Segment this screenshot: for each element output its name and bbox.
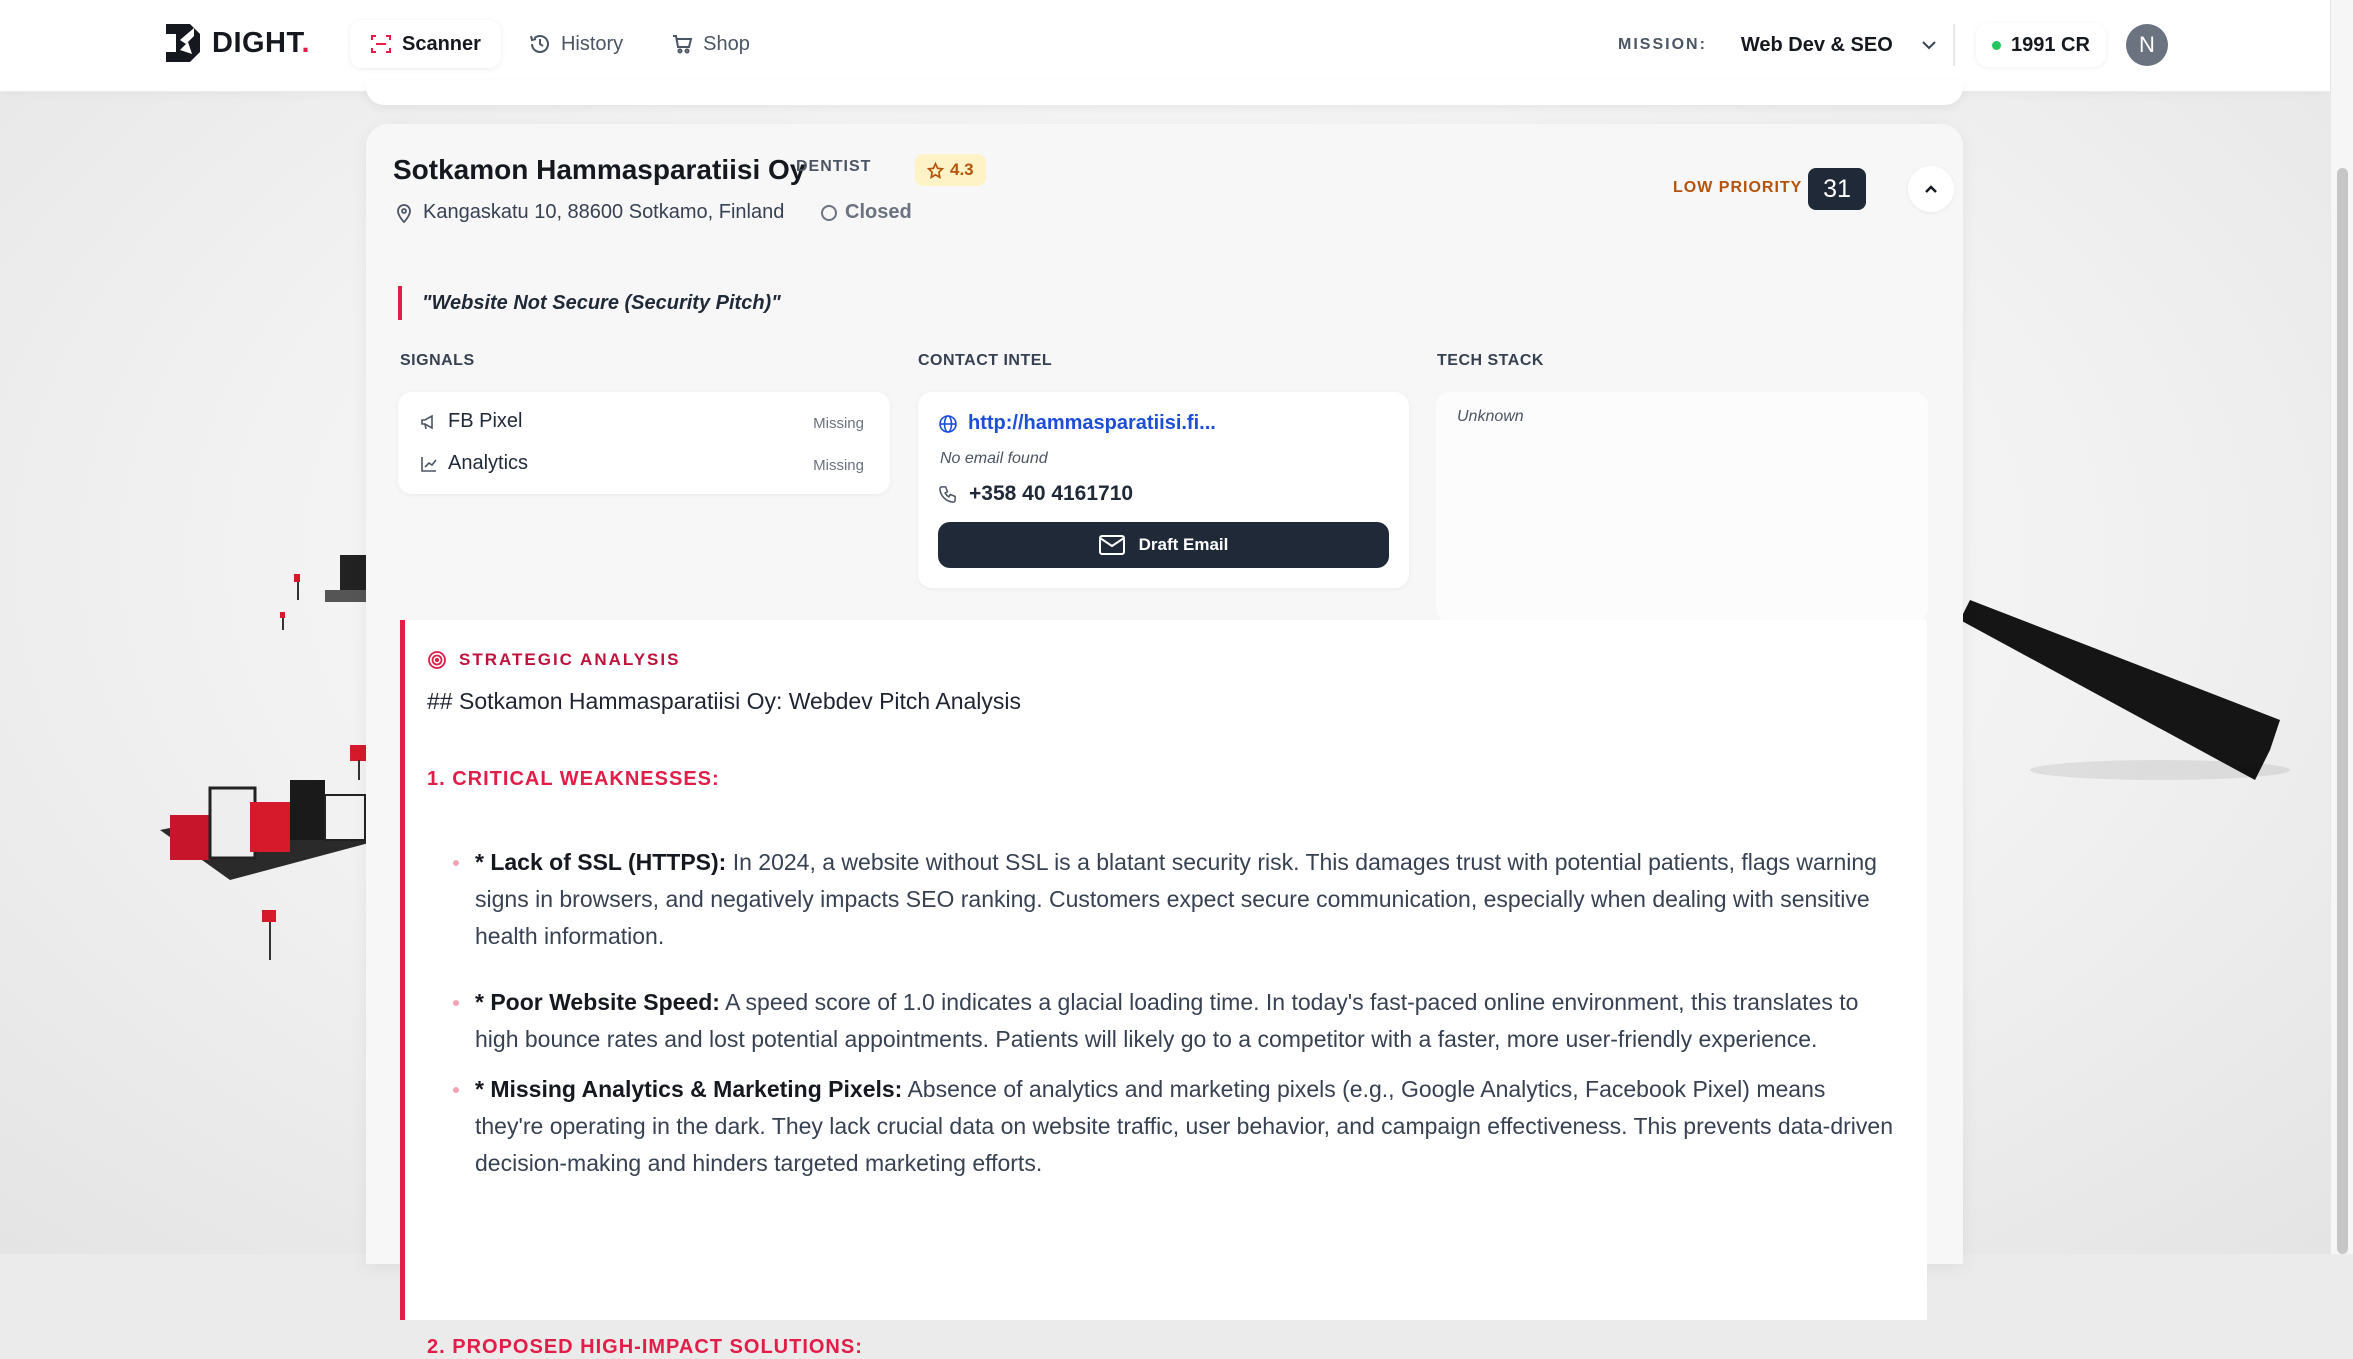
phone-icon [938, 485, 957, 504]
credits-badge[interactable] [1976, 23, 2106, 67]
draft-email-label: Draft Email [1138, 535, 1229, 554]
bullet-lead: * Lack of SSL (HTTPS): [475, 849, 727, 875]
analysis-title: STRATEGIC ANALYSIS [459, 650, 681, 669]
signal-analytics [420, 452, 528, 475]
list-item [453, 844, 1893, 955]
star-icon [927, 162, 944, 179]
tech-stack-title: TECH STACK [1437, 352, 1544, 369]
chart-icon [420, 455, 438, 473]
list-item [453, 984, 1893, 1058]
collapse-button[interactable] [1908, 166, 1954, 212]
signal-status: Missing [813, 415, 864, 432]
globe-icon [938, 414, 958, 434]
header-divider [1953, 24, 1955, 66]
draft-email-button[interactable] [938, 522, 1389, 568]
nav-scanner[interactable] [350, 20, 501, 68]
history-icon [529, 33, 551, 55]
pitch-quote: "Website Not Secure (Security Pitch)" [398, 286, 781, 320]
chevron-up-icon [1921, 179, 1941, 199]
phone-number[interactable] [938, 482, 1133, 506]
bullet-lead: * Missing Analytics & Marketing Pixels: [475, 1076, 903, 1102]
target-icon [427, 650, 447, 670]
credits-value: 1991 CR [2011, 33, 2090, 56]
strategic-analysis [400, 620, 1927, 1358]
bullet-icon [453, 860, 459, 866]
phone-text: +358 40 4161710 [969, 482, 1134, 505]
bullet-lead: * Poor Website Speed: [475, 989, 720, 1015]
megaphone-icon [420, 413, 438, 431]
logo[interactable] [166, 24, 310, 62]
lead-score: 31 [1808, 168, 1866, 210]
previous-lead-card [366, 80, 1963, 105]
cart-icon [671, 33, 693, 55]
email-status: No email found [940, 450, 1048, 467]
mission-selector [1618, 22, 1957, 68]
contact-panel [918, 392, 1409, 588]
rating-badge [915, 154, 986, 186]
chevron-down-icon [1919, 35, 1939, 55]
signal-status: Missing [813, 457, 864, 474]
main-nav [350, 20, 770, 68]
status-dot-icon [1992, 41, 2001, 50]
category-badge: DENTIST [796, 158, 872, 175]
bullet-icon [453, 1087, 459, 1093]
website-link[interactable] [938, 412, 1216, 435]
signal-label: Analytics [448, 452, 529, 474]
avatar[interactable]: N [2126, 24, 2168, 66]
tech-stack-value: Unknown [1457, 408, 1524, 425]
city-illustration [150, 540, 380, 970]
address-text: Kangaskatu 10, 88600 Sotkamo, Finland [423, 201, 785, 223]
signal-label: FB Pixel [448, 410, 523, 432]
nav-history[interactable] [509, 20, 643, 68]
status-text: Closed [845, 201, 912, 223]
rating-value: 4.3 [950, 160, 974, 179]
bullet-text: Absence of analytics and marketing pixels (e.g., Google Analytics, Facebook Pixel) means they're operating in the dark. They lack crucial data on website traffic, user behavior, and campaign effectiveness. This prevents data-driven decision-making and hinders targeted marketing efforts. [475, 1076, 1893, 1176]
page-scrollbar[interactable] [2330, 0, 2353, 1254]
nav-shop[interactable] [651, 20, 770, 68]
logo-text: DIGHT. [212, 26, 311, 59]
contact-title: CONTACT INTEL [918, 352, 1053, 369]
scrollbar-thumb[interactable] [2337, 168, 2348, 1254]
logo-mark-icon [166, 24, 200, 62]
lead-card [366, 124, 1963, 1358]
analysis-heading: ## Sotkamon Hammasparatiisi Oy: Webdev Pitch Analysis [427, 688, 1021, 714]
list-item [453, 1071, 1893, 1182]
mission-dropdown[interactable] [1721, 22, 1957, 68]
top-navbar [0, 0, 2330, 92]
mission-label: MISSION: [1618, 36, 1707, 53]
section-proposed-solutions: 2. PROPOSED HIGH-IMPACT SOLUTIONS: [427, 1336, 863, 1358]
bullet-text: In 2024, a website without SSL is a blatant security risk. This damages trust with potential patients, flags warning signs in browsers, and negatively impacts SEO ranking. Customers expect secure communication, especially when dealing with sensitive health information. [475, 849, 1877, 949]
signal-fb-pixel [420, 410, 522, 433]
mail-icon [1099, 535, 1125, 555]
business-name: Sotkamon Hammasparatiisi Oy [393, 154, 806, 185]
address [395, 201, 784, 224]
open-status [821, 201, 912, 224]
signals-title: SIGNALS [400, 352, 475, 369]
bullet-icon [453, 1000, 459, 1006]
tech-stack-panel [1436, 392, 1928, 622]
nav-shop-label: Shop [703, 32, 750, 55]
bullet-text: A speed score of 1.0 indicates a glacial loading time. In today's fast-paced online environment, this translates to high bounce rates and lost potential appointments. Patients will likely go to a competitor with a faster, more user-friendly experience. [475, 989, 1859, 1052]
scan-icon [370, 33, 392, 55]
nav-history-label: History [560, 32, 624, 55]
map-pin-icon [395, 203, 413, 223]
nav-scanner-label: Scanner [402, 32, 481, 55]
priority-label: LOW PRIORITY [1673, 179, 1803, 196]
mission-value: Web Dev & SEO [1740, 33, 1893, 56]
status-circle-icon [821, 205, 837, 221]
signals-panel [398, 392, 890, 494]
pen-illustration [1960, 600, 2290, 790]
analysis-header [427, 650, 680, 670]
section-critical-weaknesses: 1. CRITICAL WEAKNESSES: [427, 768, 720, 790]
website-text: http://hammasparatiisi.fi... [968, 412, 1216, 434]
